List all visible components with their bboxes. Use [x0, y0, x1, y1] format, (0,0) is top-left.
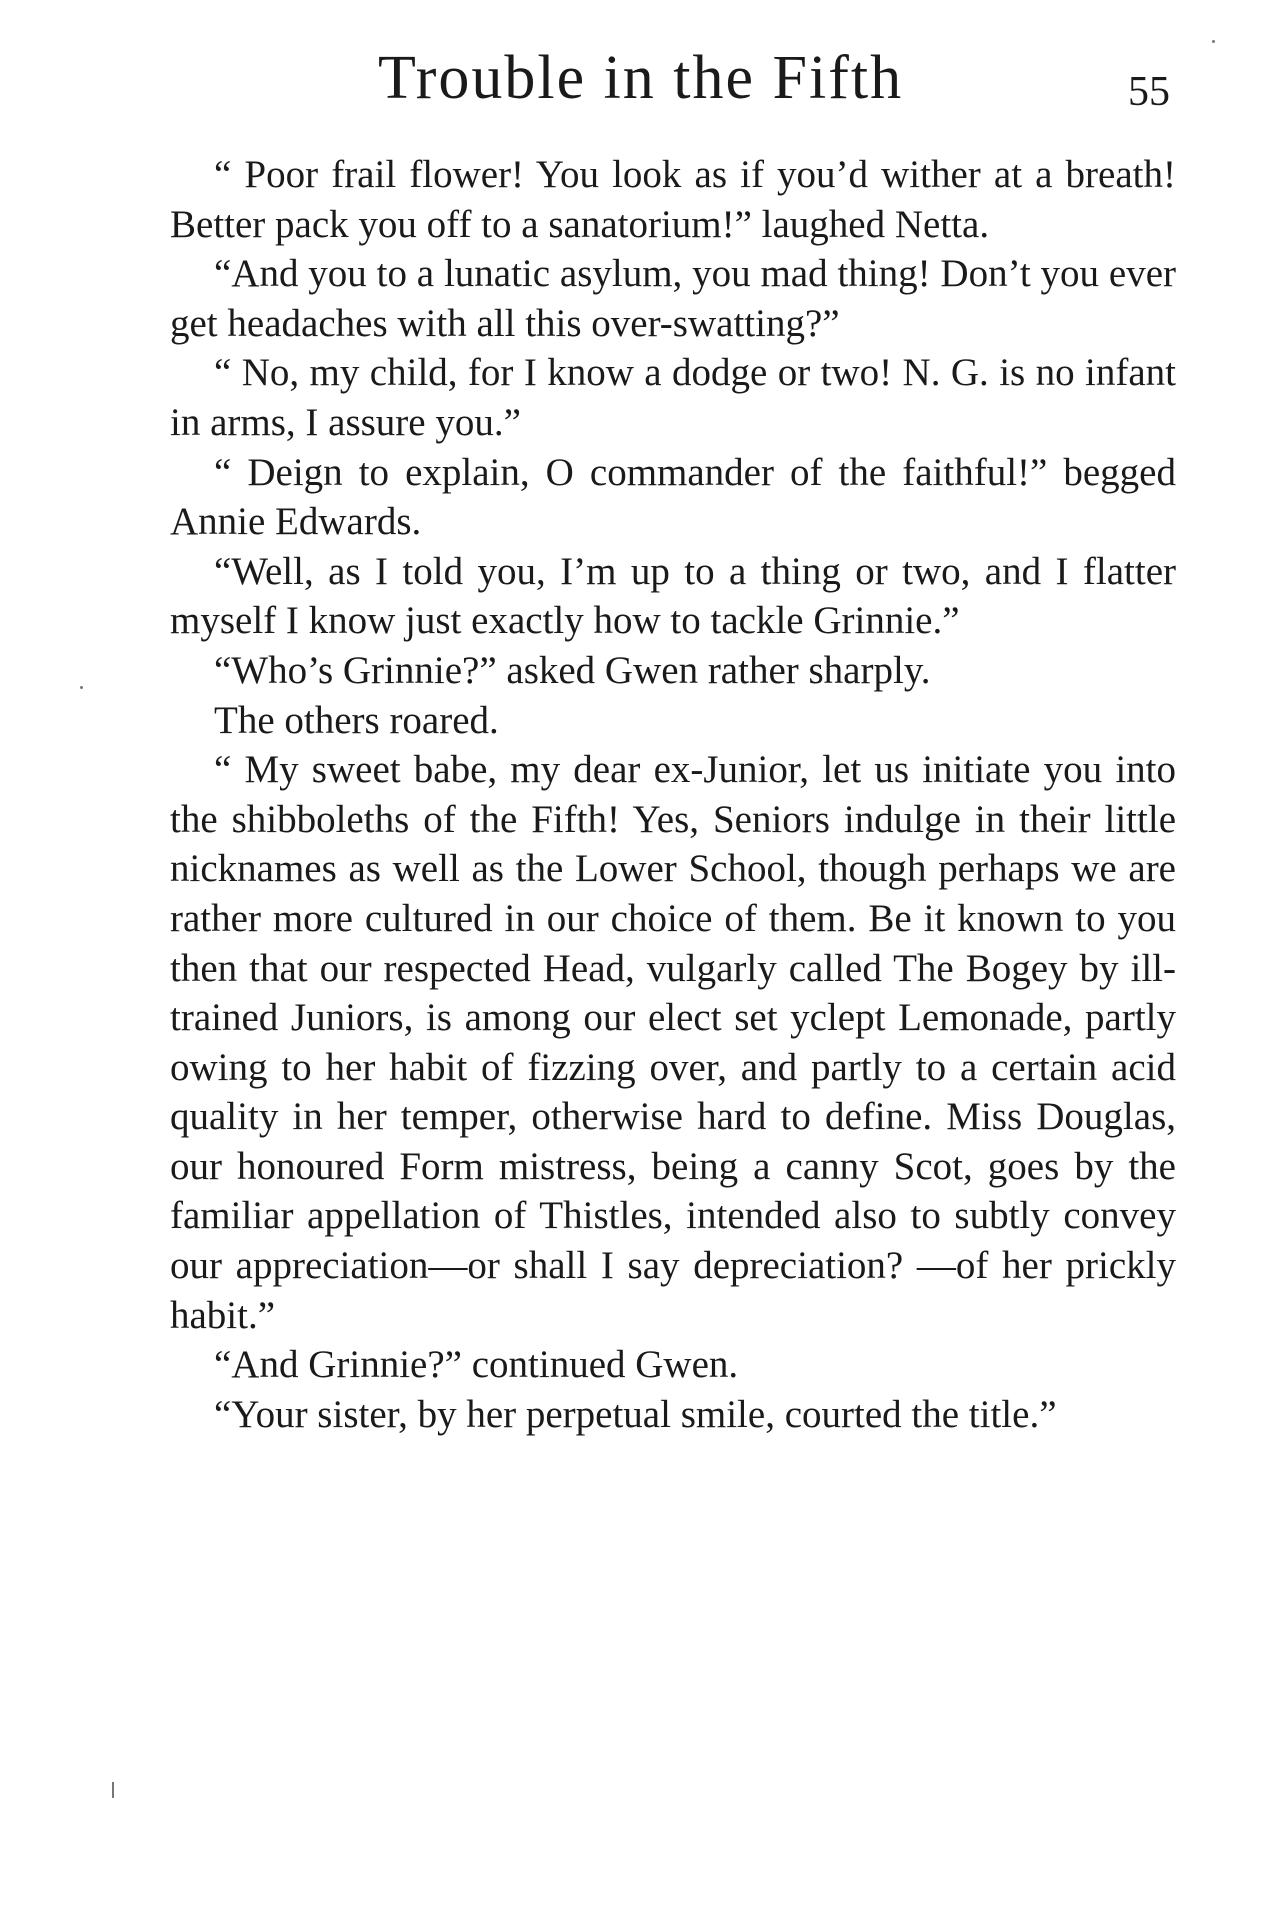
running-header	[0, 38, 1284, 118]
paragraph-no-my-child: “ No, my child, for I know a dodge or two! N. G. is no infant in arms, I assure you.”	[170, 351, 1176, 444]
paragraph-your-sister: “Your sister, by her perpetual smile, courted the title.”	[214, 1392, 1057, 1436]
scan-speck	[112, 1782, 114, 1798]
page-number: 55	[1128, 69, 1170, 115]
paragraph-lunatic-asylum: “And you to a lunatic asylum, you mad thing! Don’t you ever get headaches with all this over-swatting?”	[170, 252, 1176, 345]
paragraph-and-grinnie: “And Grinnie?” continued Gwen.	[214, 1343, 739, 1387]
chapter-title: Trouble in the Fifth	[378, 44, 904, 112]
paragraph-whos-grinnie: “Who’s Grinnie?” asked Gwen rather sharply.	[214, 648, 931, 692]
paragraph-well-as-i-told-you: “Well, as I told you, I’m up to a thing or two, and I flatter myself I know just exactly how to tackle Grinnie.”	[170, 549, 1176, 643]
scan-speck	[1212, 40, 1215, 43]
paragraph-others-roared: The others roared.	[214, 698, 499, 742]
paragraph-my-sweet-babe: “ My sweet babe, my dear ex-Junior, let us initiate you into the shibboleths of the Fifth! Yes, Seniors indulge in their little nicknames as well as the Lower School, though perhaps we are rather more cultured in our choice of them. Be it known to you then that our respected Head, vulgarly called The Bogey by ill-trained Juniors, is among our elect set yclept Lemonade, partly owing to her habit of fizzing over, and partly to a certain acid quality in her temper, otherwise hard to define. Miss Douglas, our honoured Form mistress, being a canny Scot, goes by the familiar appellation of Thistles, intended also to subtly convey our appreciation—or shall I say depreciation? —of her prickly habit.”	[170, 748, 1176, 1337]
scan-speck	[80, 686, 83, 689]
paragraph-poor-frail-flower: “ Poor frail flower! You look as if you’d wither at a breath! Better pack you off to a sanatorium!” laughed Netta.	[170, 153, 1176, 246]
body-text	[170, 150, 1176, 1439]
paragraph-deign-to-explain: “ Deign to explain, O commander of the faithful!” begged Annie Edwards.	[170, 450, 1176, 544]
